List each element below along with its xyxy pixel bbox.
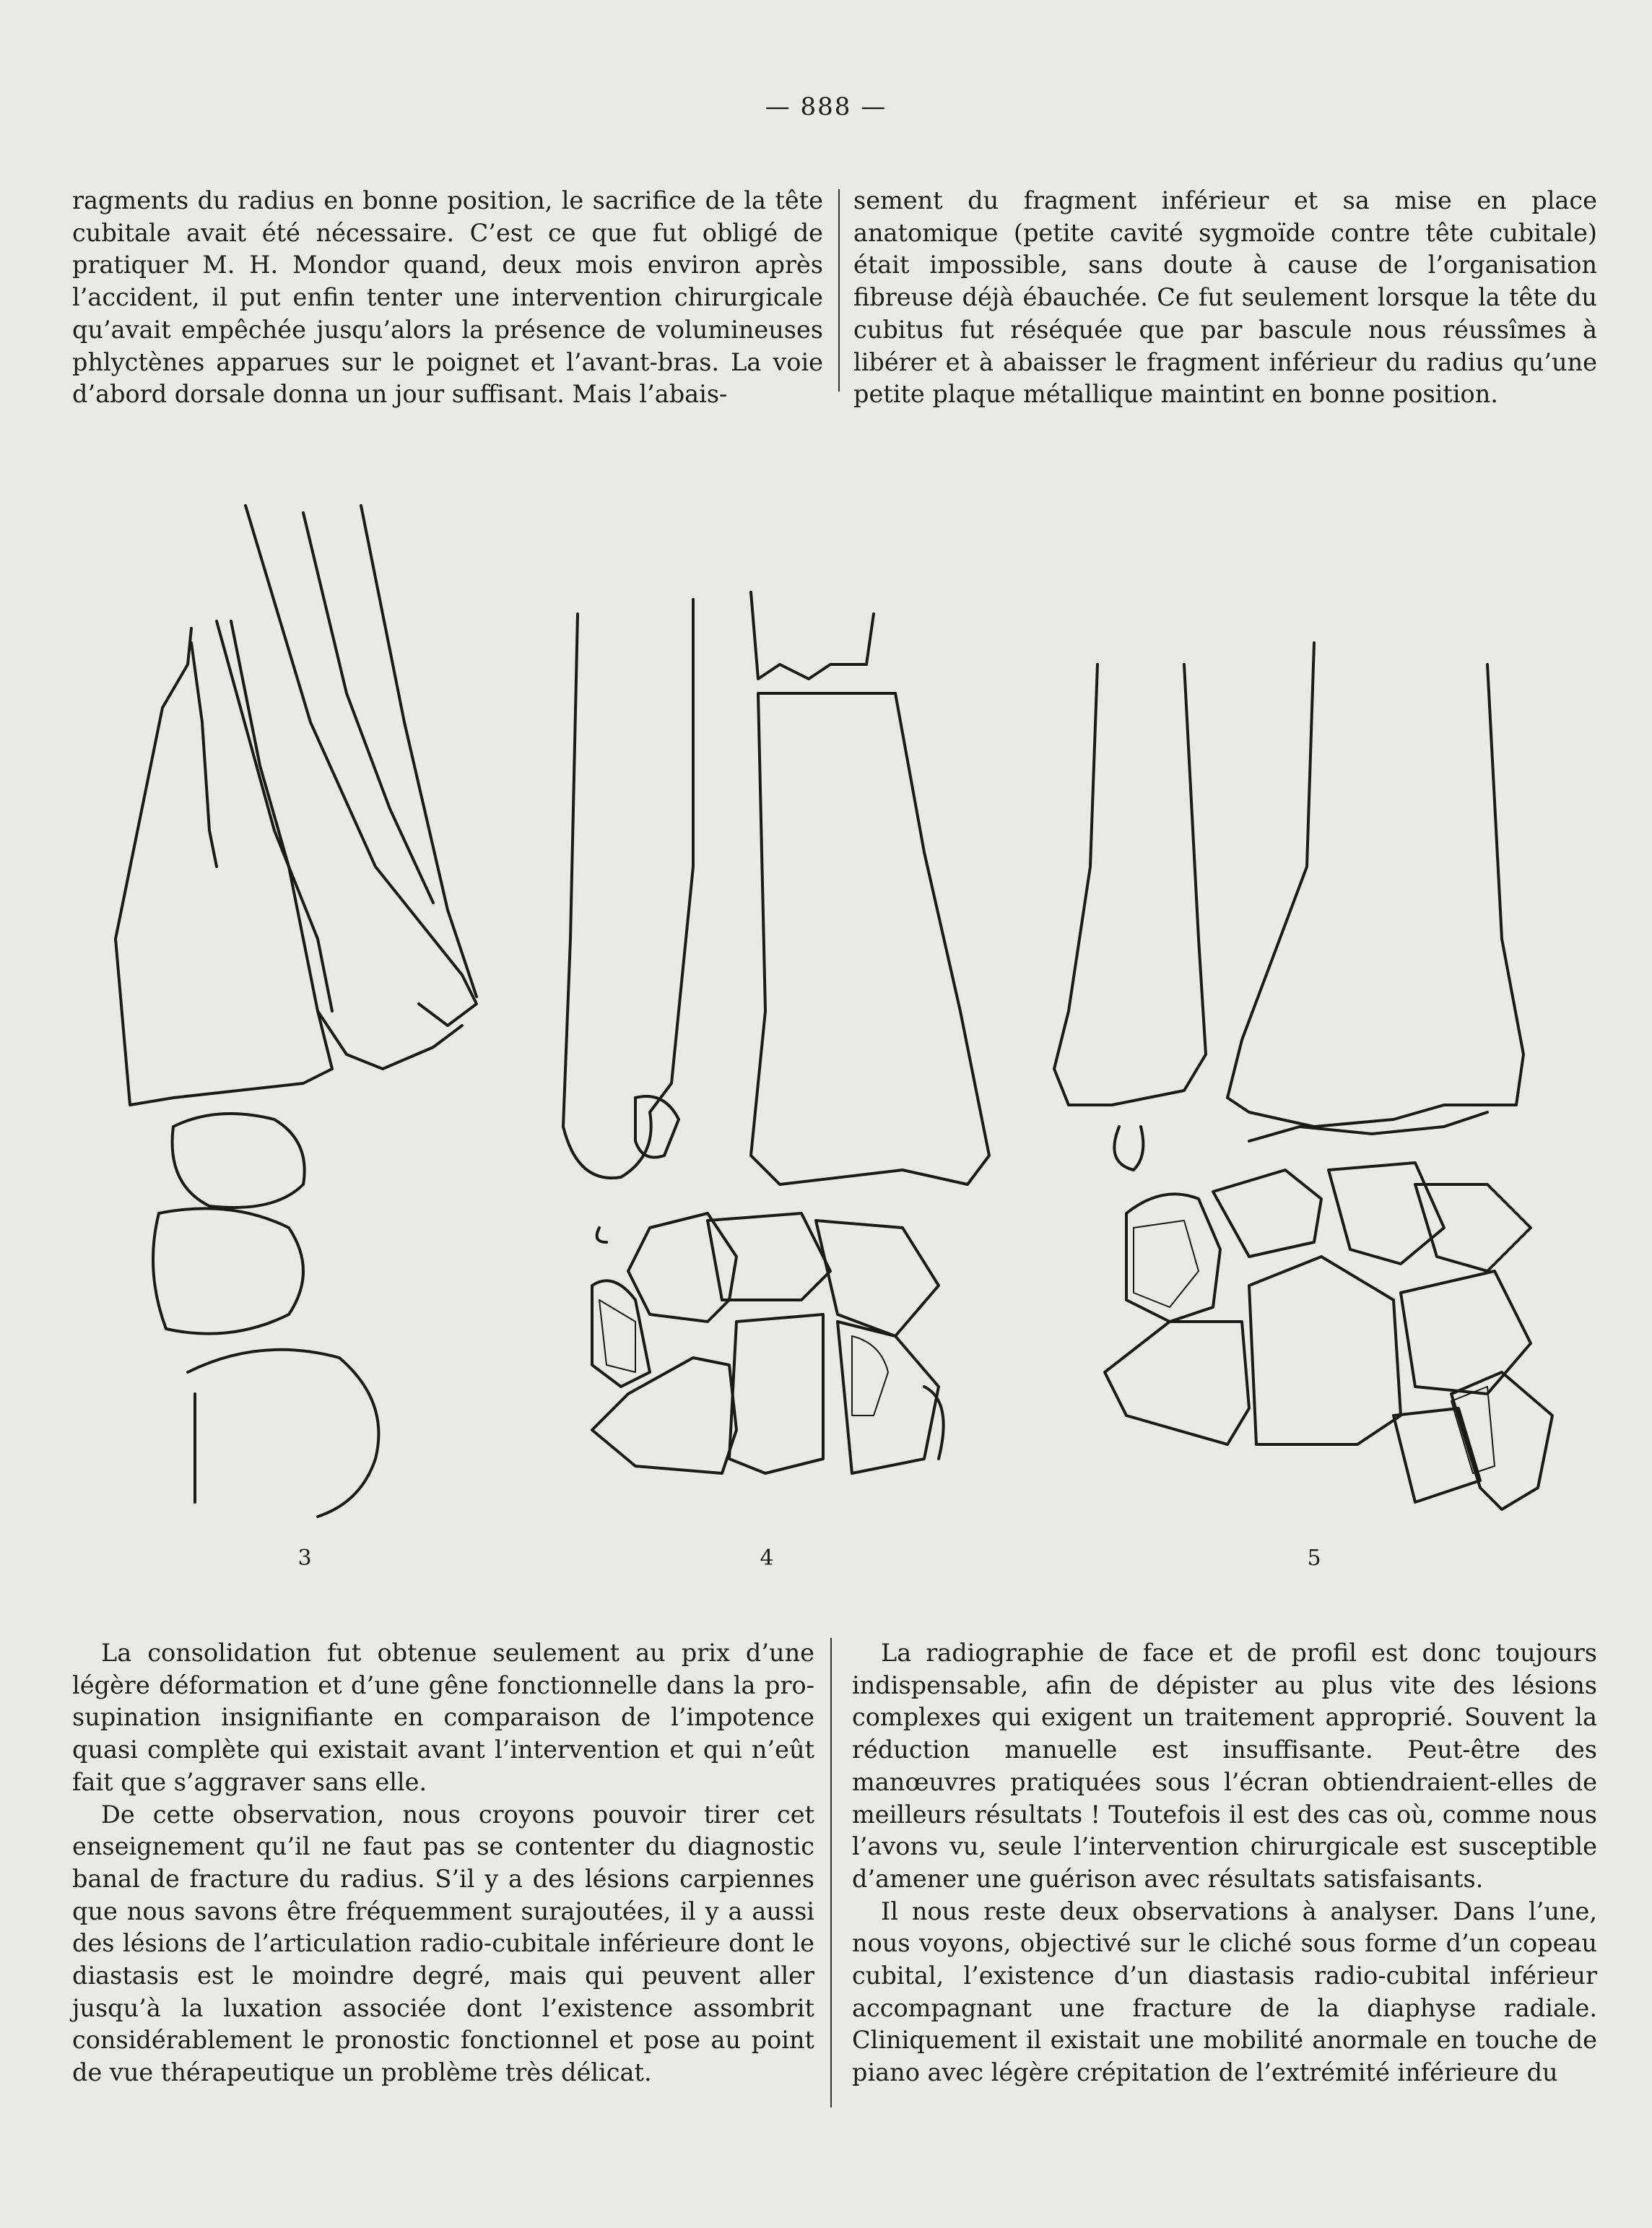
paragraph: De cette observation, nous croyons pouvoir tirer cet enseignement qu’il ne faut pas se contenter du diagnostic banal de fracture du radius. S’il y a des lésions carpiennes que nous savons être fréquemment surajoutées, il y a aussi des lésions de l’articulation radio-cubitale inférieure dont le diastasis est le moindre degré, mais qui peuvent aller jusqu’à la luxation associée dont l’existence assombrit considérablement le pronostic fonctionnel et pose au point de vue thérapeutique un problème très délicat. (72, 1800, 814, 2087)
paragraph: sement du fragment inférieur et sa mise en place anatomique (petite cavité sygmoïde contre tête cubitale) était impossible, sans doute à cause de l’organisation fibreuse déjà ébauchée. Ce fut seulement lorsque la tête du cubitus fut réséquée que par bascule nous réussîmes à libérer et à abaisser le fragment inférieur du radius qu’une petite plaque métallique maintint en bonne position. (853, 186, 1597, 409)
text-column-top-left (72, 185, 823, 411)
text-column-bottom-right (852, 1637, 1597, 2089)
figure-3-drawing (116, 506, 477, 1517)
text-column-top-right (853, 185, 1597, 411)
wrist-figures-illustration (0, 477, 1652, 1589)
figure-label-4: 4 (760, 1546, 774, 1571)
paragraph: La radiographie de face et de profil est donc toujours indispensable, afin de dépister au plus vite des lésions complexes qui exigent un traitement approprié. Souvent la réduction manuelle est insuffisante. Peut-être des manœuvres pratiquées sous l’écran obtiendraient-elles de meilleurs résultats ! Toutefois il est des cas où, comme nous l’avons vu, seule l’intervention chirurgicale est susceptible d’amener une guérison avec résultats satisfaisants. (852, 1639, 1597, 1893)
paragraph: ragments du radius en bonne position, le sacrifice de la tête cubitale avait été nécessaire. C’est ce que fut obligé de pratiquer M. H. Mondor quand, deux mois environ après l’accident, il put enfin tenter une intervention chirurgicale qu’avait empêchée jusqu’alors la présence de volumineuses phlyctènes apparues sur le poignet et l’avant-bras. La voie d’abord dorsale donna un jour suffisant. Mais l’abais- (72, 186, 823, 409)
figure-4-drawing (563, 592, 989, 1473)
figure-5-drawing (1054, 643, 1552, 1509)
column-divider (838, 189, 840, 391)
page-number: — 888 — (765, 92, 887, 121)
text-column-bottom-left (72, 1637, 814, 2089)
column-divider (830, 1638, 832, 2107)
paragraph: Il nous reste deux observations à analyser. Dans l’une, nous voyons, objectivé sur le cliché sous forme d’un copeau cubital, l’existence d’un diastasis radio-cubital inférieur accompagnant une fracture de la diaphyse radiale. Cliniquement il existait une mobilité anormale en touche de piano avec légère crépitation de l’extrémité inférieure du (852, 1897, 1597, 2087)
figure-label-3: 3 (297, 1546, 312, 1571)
figure-label-5: 5 (1307, 1546, 1321, 1571)
paragraph: La consolidation fut obtenue seulement au prix d’une légère déformation et d’une gêne fonctionnelle dans la pro-supination insignifiante en comparaison de l’impotence quasi complète qui existait avant l’intervention et qui n’eût fait que s’aggraver sans elle. (72, 1639, 814, 1796)
